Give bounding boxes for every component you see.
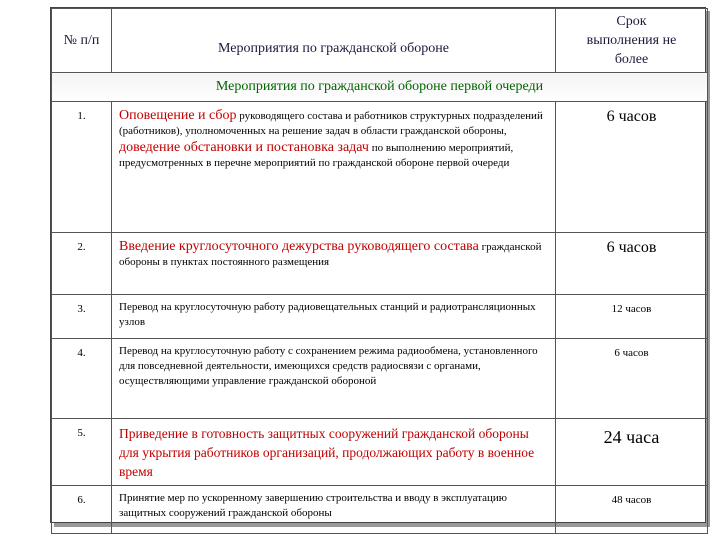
row-number: 5.: [52, 419, 112, 486]
row-term: 6 часов: [556, 102, 708, 233]
row-term: 6 часов: [556, 339, 708, 419]
row-description: [112, 486, 556, 534]
row-text: гражданской обороны в пунктах постоянного размещения: [119, 241, 542, 268]
row-highlight: Приведение в готовность защитных сооружений гражданской обороны для укрытия работников организаций, продолжающих работу в военное время: [119, 426, 535, 479]
row-text: по выполнению мероприятий, предусмотренных в перечне мероприятий по гражданской обороне первой очереди: [119, 142, 514, 169]
table-row: [52, 486, 708, 534]
row-number: 6.: [52, 486, 112, 534]
row-term: 12 часов: [556, 295, 708, 339]
row-description: [112, 419, 556, 486]
row-term: 48 часов: [556, 486, 708, 534]
row-number: 3.: [52, 295, 112, 339]
row-description: [112, 295, 556, 339]
row-description: [112, 233, 556, 295]
row-highlight: Введение круглосуточного дежурства руководящего состава: [119, 239, 479, 254]
header-number: № п/п: [52, 9, 112, 73]
header-term-line: более: [614, 52, 649, 67]
row-text: Принятие мер по ускоренному завершению строительства и вводу в эксплуатацию защитных сооружений гражданской обороны: [119, 492, 508, 519]
header-term-line: Срок: [616, 14, 647, 29]
measures-table: [51, 8, 708, 534]
row-term: 24 часа: [556, 419, 708, 486]
table-row: [52, 102, 708, 233]
row-term: 6 часов: [556, 233, 708, 295]
table-row: [52, 295, 708, 339]
header-term: [556, 9, 708, 73]
header-description: Мероприятия по гражданской обороне: [112, 9, 556, 73]
row-text: Перевод на круглосуточную работу радиовещательных станций и радиотрансляционных узлов: [119, 301, 536, 328]
row-number: 1.: [52, 102, 112, 233]
row-description: [112, 339, 556, 419]
row-highlight: доведение обстановки и постановка задач: [119, 140, 369, 155]
table-row: [52, 419, 708, 486]
row-text: Перевод на круглосуточную работу с сохранением режима радиообмена, установленного для повседневной деятельности, имеющихся средств радиосвязи с органами, осуществляющими управление гражданской обороной: [119, 345, 538, 387]
row-number: 4.: [52, 339, 112, 419]
table-row: [52, 339, 708, 419]
table-row: [52, 233, 708, 295]
row-number: 2.: [52, 233, 112, 295]
section-row: [52, 73, 708, 102]
row-description: [112, 102, 556, 233]
header-term-line: выполнения не: [586, 33, 677, 48]
row-highlight: Оповещение и сбор: [119, 108, 237, 123]
section-title: Мероприятия по гражданской обороне первой очереди: [52, 73, 708, 102]
table-header-row: [52, 9, 708, 73]
row-text: руководящего состава и работников структурных подразделений (работников), уполномоченных на решение задач в области гражданской обороны,: [119, 110, 543, 137]
measures-table-frame: [50, 7, 706, 523]
